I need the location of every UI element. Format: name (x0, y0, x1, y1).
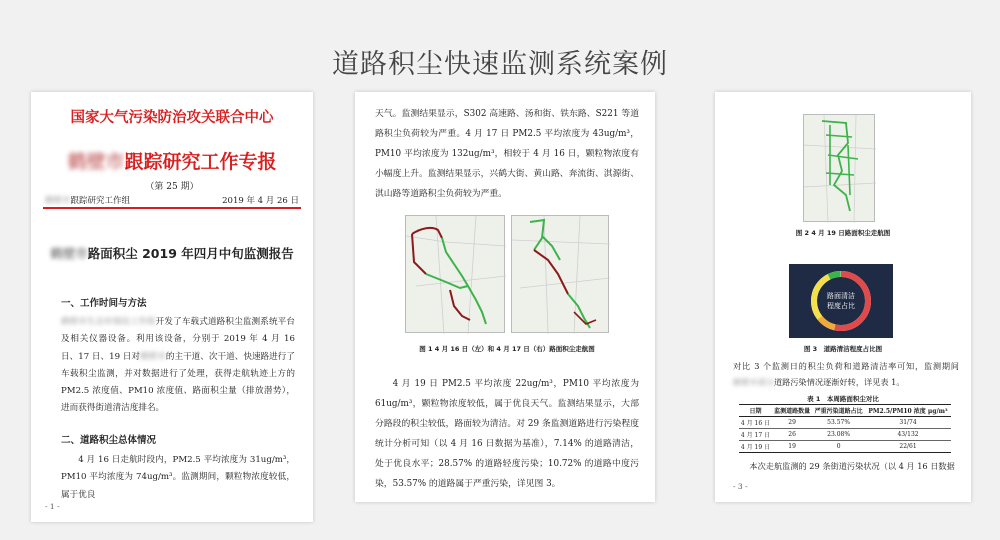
donut-label-1: 路面清洁 (827, 292, 855, 300)
redacted-city: 鹤壁市 (67, 151, 125, 173)
red-divider (43, 207, 301, 209)
table-row: 4 月 19 日 19 0 22/61 (739, 441, 951, 453)
table-row: 4 月 17 日 26 23.08% 43/132 (739, 429, 951, 441)
route-map-apr19 (803, 114, 875, 222)
report-meta: 鹤壁市跟踪研究工作组 2019 年 4 月 26 日 (45, 196, 299, 206)
figure-2-caption: 图 2 4 月 19 日路面积尘走航图 (795, 229, 891, 237)
document-title: 鹤壁市路面积尘 2019 年四月中旬监测报告 (50, 246, 294, 261)
table-header: 严重污染道路占比 (812, 405, 865, 417)
donut-label-2: 程度占比 (827, 302, 855, 310)
section-heading-2: 二、道路积尘总体情况 (61, 435, 157, 446)
page-3-paragraph-1: 对比 3 个监测日的积尘负荷和道路清洁率可知，监测期间鹤壁市部分道路污染情况逐渐好转，详见表 1。 (733, 361, 959, 387)
issue-number: （第 25 期） (145, 182, 199, 192)
table-1-caption: 表 1 本周路面积尘对比 (807, 395, 879, 403)
route-map-apr17 (511, 215, 609, 333)
report-page-2 (355, 92, 655, 502)
report-date: 2019 年 4 月 26 日 (222, 196, 299, 206)
section-1-paragraph: 鹤壁市生态环境局工作组开发了车载式道路积尘监测系统平台及相关仪器设备。利用该设备，分别于 2019 年 4 月 16 日、17 日、19 日对鹤壁市的主干道、次干道、快速路进行了车载积尘监测，并对数据进行了处理，获得走航轨迹上方的 PM2.5 浓度值、PM10 浓度值、路面积尘量（排放潜势），进而获得街道清洁度排名。 (61, 317, 295, 414)
figure-3-caption: 图 3 道路清洁程度占比图 (803, 345, 883, 353)
route-map-apr16 (405, 215, 505, 333)
figure-1-caption: 图 1 4 月 16 日（左）和 4 月 17 日（右）路面积尘走航图 (419, 345, 595, 353)
table-header: 日期 (739, 405, 772, 417)
table-row: 4 月 16 日 29 53.57% 31/74 (739, 417, 951, 429)
page-2-paragraph-2: 4 月 19 日 PM2.5 平均浓度 22ug/m³，PM10 平均浓度为 61ug/m³，颗粒物浓度较低，属于优良天气。监测结果显示，大部分路段的积尘较低，路面较为清洁。对 29 条监测道路进行污染程度统计分析可知（以 4 月 16 日数据为基准），7.14% 的道路清洁，处于优良水平；28.57% 的道路轻度污染；10.72% 的道路中度污染，53.57% 的道路属于严重污染，详见图 3。 (375, 379, 639, 489)
report-page-3 (715, 92, 971, 502)
cleanliness-donut-chart (789, 264, 893, 338)
slide-title: 道路积尘快速监测系统案例 (332, 49, 668, 80)
report-header-title: 鹤壁市跟踪研究工作专报 (31, 147, 313, 174)
comparison-table (739, 404, 951, 453)
table-header: 监测道路数量 (772, 405, 812, 417)
section-2-paragraph: 4 月 16 日走航时段内，PM2.5 平均浓度为 31ug/m³，PM10 平均浓度为 74ug/m³。监测期间，颗粒物浓度较低，属于优良 (61, 455, 295, 500)
table-header: PM2.5/PM10 浓度 μg/m³ (865, 405, 951, 417)
report-page-1 (31, 92, 313, 522)
page-number: - 3 - (733, 482, 748, 491)
page-number: - 1 - (45, 502, 60, 511)
section-heading-1: 一、工作时间与方法 (61, 298, 147, 309)
issuing-organization: 国家大气污染防治攻关联合中心 (70, 110, 274, 126)
page-3-paragraph-2: 本次走航监测的 29 条街道污染状况（以 4 月 16 日数据 (749, 461, 955, 471)
page-2-paragraph-1: 天气。监测结果显示，S302 高速路、汤和街、铁东路、S221 等道路积尘负荷较为严重。4 月 17 日 PM2.5 平均浓度为 43ug/m³，PM10 平均浓度为 132ug/m³，相较于 4 月 16 日，颗粒物浓度有小幅度上升。监测结果显示，兴鹤大街、黄山路、奔流街、淇源街、淇山路等道路积尘负荷较为严重。 (375, 109, 639, 199)
